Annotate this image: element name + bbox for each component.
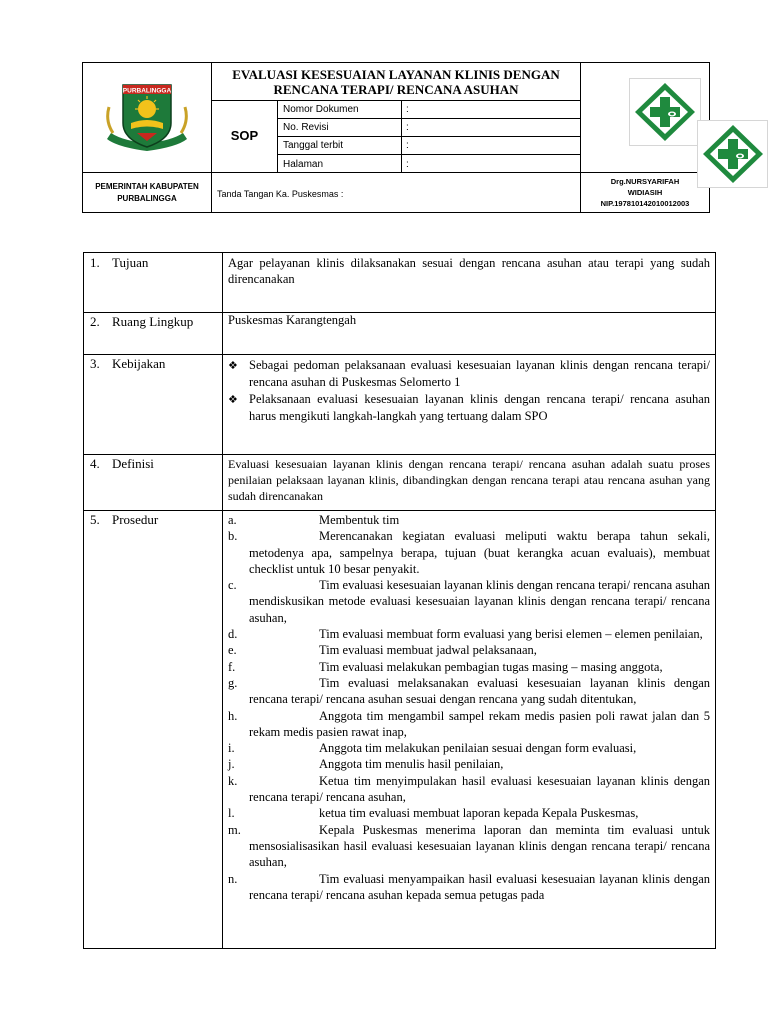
procedure-step bbox=[228, 871, 710, 904]
step-marker: g. bbox=[228, 675, 238, 690]
step-text: Tim evaluasi melakukan pembagian tugas masing – masing anggota, bbox=[319, 659, 663, 674]
procedure-step bbox=[228, 756, 710, 772]
step-text: Ketua tim menyimpulakan hasil evaluasi kesesuaian layanan klinis dengan rencana terapi/ rencana asuhan, bbox=[249, 773, 710, 805]
procedure-step bbox=[228, 528, 710, 577]
section-label: 1. Tujuan bbox=[90, 255, 149, 270]
section-text: Puskesmas Karangtengah bbox=[228, 313, 357, 327]
procedure-step bbox=[228, 822, 710, 871]
procedure-step bbox=[228, 805, 710, 821]
step-text: Anggota tim mengambil sampel rekam medis pasien poli rawat jalan dan 5 rekam medis pasien rawat inap, bbox=[249, 708, 710, 739]
signature-label: Tanda Tangan Ka. Puskesmas : bbox=[217, 189, 344, 199]
regency-coat-of-arms bbox=[101, 77, 193, 159]
section-label: 3. Kebijakan bbox=[90, 356, 166, 371]
section-text: Agar pelayanan klinis dilaksanakan sesuai dengan rencana asuhan atau terapi yang sudah direncanakan bbox=[228, 256, 710, 286]
field-nomor-dokumen-label: Nomor Dokumen bbox=[283, 104, 359, 115]
step-marker: f. bbox=[228, 659, 236, 674]
diamond-bullet-icon: ❖ bbox=[228, 393, 238, 406]
step-text: ketua tim evaluasi membuat laporan kepada Kepala Puskesmas, bbox=[319, 806, 639, 821]
policy-list bbox=[228, 357, 710, 425]
section-tujuan bbox=[84, 253, 715, 313]
procedure-step bbox=[228, 577, 710, 626]
section-text: Evaluasi kesesuaian layanan klinis dengan rencana terapi/ rencana asuhan adalah suatu proses penilaian pelaksaan layanan klinis, dibandingkan dengan rencana terapi atau rencana asuhan yang sudah direncanakan bbox=[228, 457, 710, 503]
procedure-step bbox=[228, 659, 710, 675]
step-marker: a. bbox=[228, 513, 237, 527]
procedure-step bbox=[228, 675, 710, 708]
procedure-step bbox=[228, 642, 710, 658]
section-label: 2. Ruang Lingkup bbox=[90, 314, 194, 329]
step-marker: j. bbox=[228, 757, 235, 772]
step-marker: l. bbox=[228, 806, 235, 821]
step-text: Kepala Puskesmas menerima laporan dan meminta tim evaluasi untuk mensosialisasikan hasil evaluasi kesesuaian layanan klinis dengan rencana terapi/ rencana asuhan, bbox=[249, 822, 710, 870]
step-marker: d. bbox=[228, 627, 238, 642]
procedure-steps bbox=[228, 512, 710, 903]
step-marker: c. bbox=[228, 578, 237, 593]
field-halaman-label: Halaman bbox=[283, 159, 324, 170]
list-item: ❖ Sebagai pedoman pelaksanaan evaluasi kesesuaian layanan klinis dengan rencana terapi/ rencana asuhan di Puskesmas Selomerto 1 bbox=[228, 358, 710, 389]
field-halaman-value: : bbox=[406, 159, 409, 170]
step-marker: h. bbox=[228, 708, 238, 723]
step-text: Anggota tim melakukan penilaian sesuai dengan form evaluasi, bbox=[319, 741, 637, 756]
procedure-step bbox=[228, 626, 710, 642]
step-text: Tim evaluasi menyampaikan hasil evaluasi kesesuaian layanan klinis dengan rencana terapi/ rencana asuhan kepada semua petugas pada bbox=[249, 871, 710, 902]
document-title: EVALUASI KESESUAIAN LAYANAN KLINIS DENGAN RENCANA TERAPI/ RENCANA ASUHAN bbox=[232, 67, 560, 97]
step-text: Merencanakan kegiatan evaluasi meliputi waktu berapa tahun sekali, metodenya apa, sampelnya berapa, tujuan (buat kerangka acuan evaluais), membuat checklist untuk 10 besar penyakit. bbox=[249, 529, 710, 576]
step-marker: e. bbox=[228, 643, 237, 658]
section-label: 4. Definisi bbox=[90, 456, 154, 471]
diamond-bullet-icon: ❖ bbox=[228, 359, 238, 372]
section-definisi bbox=[84, 455, 715, 511]
step-marker: k. bbox=[228, 773, 238, 788]
step-text: Tim evaluasi melaksanakan evaluasi kesesuaian layanan klinis dengan rencana terapi/ rencana asuhan sesuai dengan rencana yang sudah ditentukan, bbox=[249, 675, 710, 707]
field-nomor-dokumen-value: : bbox=[406, 104, 409, 115]
procedure-step bbox=[228, 773, 710, 806]
sop-content-table bbox=[83, 252, 716, 949]
section-label: 5. Prosedur bbox=[90, 512, 159, 527]
field-tanggal-terbit-value: : bbox=[406, 140, 409, 151]
sop-label: SOP bbox=[230, 128, 259, 143]
organization-name: PEMERINTAH KABUPATEN PURBALINGGA bbox=[95, 182, 199, 203]
procedure-step bbox=[228, 512, 710, 528]
logo-text: PURBALINGGA bbox=[122, 87, 172, 95]
step-text: Anggota tim menulis hasil penilaian, bbox=[319, 757, 504, 772]
field-no-revisi-value: : bbox=[406, 122, 409, 133]
puskesmas-head-info: Drg.NURSYARIFAH WIDIASIH NIP.197810142010012003 bbox=[600, 177, 690, 208]
puskesmas-cross-logo bbox=[629, 78, 701, 146]
procedure-step bbox=[228, 708, 710, 741]
step-marker: i. bbox=[228, 741, 235, 756]
step-marker: m. bbox=[228, 822, 241, 837]
step-marker: n. bbox=[228, 871, 238, 886]
field-no-revisi-label: No. Revisi bbox=[283, 122, 329, 133]
step-marker: b. bbox=[228, 529, 238, 544]
field-tanggal-terbit-label: Tanggal terbit bbox=[283, 140, 344, 151]
section-prosedur bbox=[84, 511, 715, 949]
list-item: ❖ Pelaksanaan evaluasi kesesuaian layanan klinis dengan rencana terapi/ rencana asuhan harus mengikuti langkah-langkah yang tertuang dalam SPO bbox=[228, 392, 710, 423]
step-text: Membentuk tim bbox=[319, 513, 400, 527]
document-header bbox=[82, 62, 710, 213]
section-kebijakan bbox=[84, 355, 715, 455]
puskesmas-cross-logo bbox=[697, 120, 768, 188]
step-text: Tim evaluasi membuat jadwal pelaksanaan, bbox=[319, 643, 537, 658]
section-ruang-lingkup bbox=[84, 313, 715, 355]
step-text: Tim evaluasi kesesuaian layanan klinis dengan rencana terapi/ rencana asuhan mendiskusikan metode evaluasi kesesuaian layanan klinis dengan rencana terapi/ rencana asuhan, bbox=[249, 578, 710, 625]
step-text: Tim evaluasi membuat form evaluasi yang berisi elemen – elemen penilaian, bbox=[319, 627, 703, 642]
procedure-step bbox=[228, 740, 710, 756]
